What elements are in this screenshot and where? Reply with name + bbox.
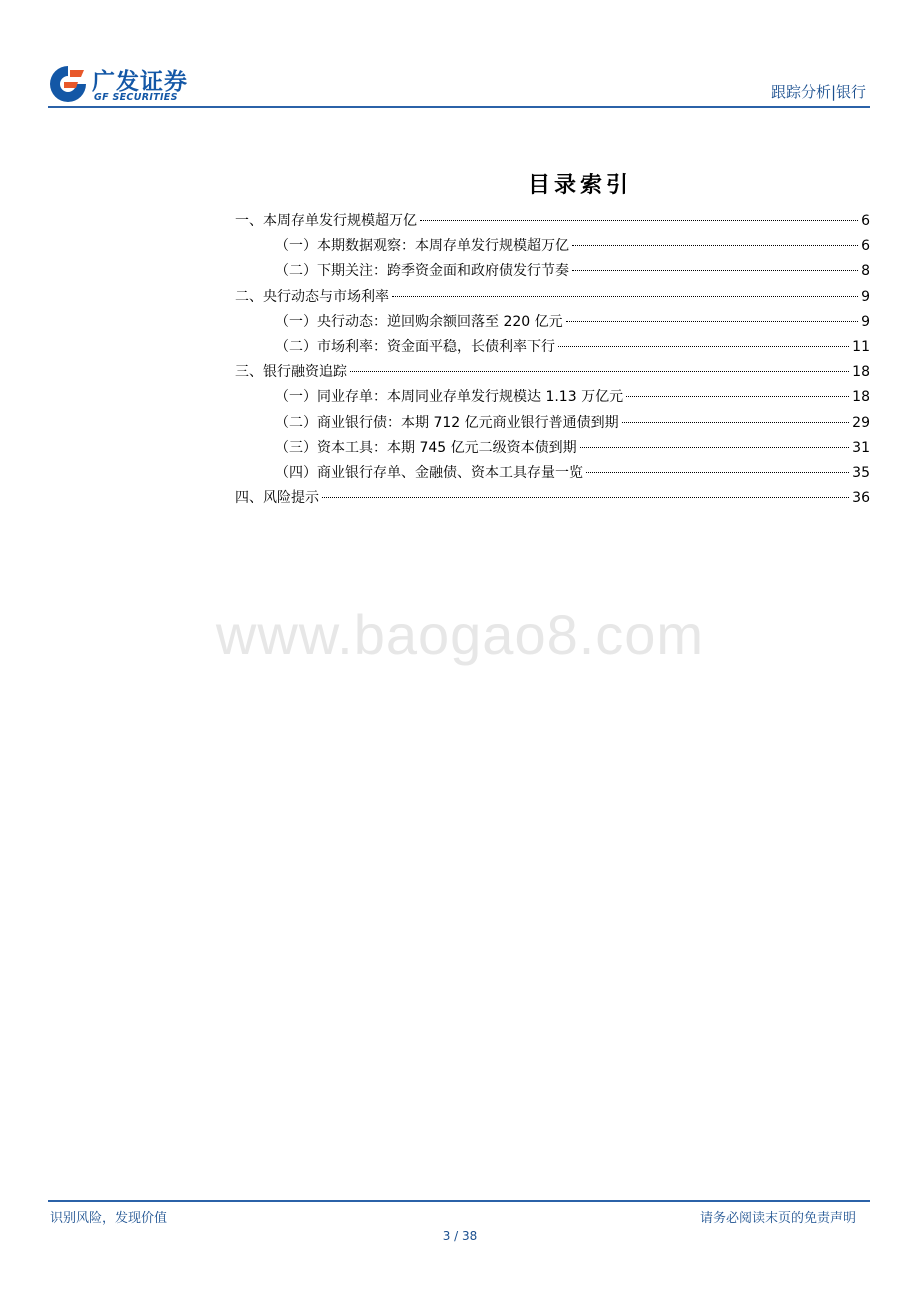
toc-entry-text: （一）同业存单：本周同业存单发行规模达 1.13 万亿元 xyxy=(275,389,624,406)
footer-divider xyxy=(48,1200,870,1202)
toc-dot-leader xyxy=(558,346,849,347)
toc-dot-leader xyxy=(566,321,858,322)
toc-entry[interactable] xyxy=(235,486,870,511)
toc-entry-text: （二）下期关注：跨季资金面和政府债发行节奏 xyxy=(275,263,569,280)
toc-entry-page: 9 xyxy=(861,313,870,330)
toc-entry[interactable] xyxy=(235,411,870,436)
toc-entry-page: 18 xyxy=(852,364,870,381)
toc-dot-leader xyxy=(626,396,849,397)
toc-entry-text: 一、本周存单发行规模超万亿 xyxy=(235,213,417,229)
toc-dot-leader xyxy=(322,497,849,498)
toc-entry-text: （二）商业银行债：本期 712 亿元商业银行普通债到期 xyxy=(275,414,619,431)
toc-entry-text: （四）商业银行存单、金融债、资本工具存量一览 xyxy=(275,464,583,481)
table-of-contents xyxy=(235,209,870,511)
gf-logo-icon xyxy=(48,64,88,104)
toc-dot-leader xyxy=(586,472,849,473)
report-category: 跟踪分析|银行 xyxy=(770,83,866,101)
watermark: www.baogao8.com xyxy=(215,603,705,666)
toc-title: 目录索引 xyxy=(527,173,632,198)
toc-entry-text: （二）市场利率：资金面平稳，长债利率下行 xyxy=(275,338,555,355)
toc-entry-text: （一）央行动态：逆回购余额回落至 220 亿元 xyxy=(275,313,563,330)
toc-entry-page: 6 xyxy=(861,238,870,255)
toc-entry[interactable] xyxy=(235,310,870,335)
toc-entry-page: 6 xyxy=(861,213,870,229)
toc-entry-text: 四、风险提示 xyxy=(235,490,319,507)
logo-chinese-text: 广发证券 xyxy=(92,69,188,95)
toc-entry-text: 二、央行动态与市场利率 xyxy=(235,288,389,305)
gf-securities-logo xyxy=(48,62,208,106)
logo-english-text: GF SECURITIES xyxy=(94,92,178,103)
toc-entry-page: 29 xyxy=(852,414,870,431)
toc-entry[interactable] xyxy=(235,285,870,310)
toc-dot-leader xyxy=(580,447,850,448)
toc-entry-page: 18 xyxy=(852,389,870,406)
toc-entry-page: 36 xyxy=(852,490,870,507)
toc-entry[interactable] xyxy=(235,385,870,410)
toc-entry-page: 11 xyxy=(852,338,870,355)
toc-entry[interactable] xyxy=(235,335,870,360)
toc-entry-page: 35 xyxy=(852,464,870,481)
toc-dot-leader xyxy=(572,245,858,246)
toc-entry-page: 8 xyxy=(861,263,870,280)
toc-entry-text: 三、银行融资追踪 xyxy=(235,364,347,381)
toc-entry-page: 9 xyxy=(861,288,870,305)
toc-entry-page: 31 xyxy=(852,439,870,456)
toc-entry-text: （一）本期数据观察：本周存单发行规模超万亿 xyxy=(275,238,569,255)
toc-dot-leader xyxy=(622,422,850,423)
toc-dot-leader xyxy=(350,371,849,372)
toc-entry[interactable] xyxy=(235,209,870,234)
page-header xyxy=(48,62,870,108)
toc-dot-leader xyxy=(392,296,858,297)
toc-entry[interactable] xyxy=(235,360,870,385)
header-divider xyxy=(48,106,870,108)
footer-disclaimer[interactable]: 请务必阅读末页的免责声明 xyxy=(699,1211,856,1226)
toc-entry-text: （三）资本工具：本期 745 亿元二级资本债到期 xyxy=(275,439,577,456)
footer-slogan: 识别风险，发现价值 xyxy=(50,1211,168,1226)
toc-title-wrap xyxy=(0,168,920,199)
toc-dot-leader xyxy=(572,270,858,271)
toc-dot-leader xyxy=(420,220,858,221)
toc-entry[interactable] xyxy=(235,259,870,284)
page-number: 3 / 38 xyxy=(442,1229,478,1243)
toc-entry[interactable] xyxy=(235,461,870,486)
toc-entry[interactable] xyxy=(235,234,870,259)
toc-entry[interactable] xyxy=(235,436,870,461)
